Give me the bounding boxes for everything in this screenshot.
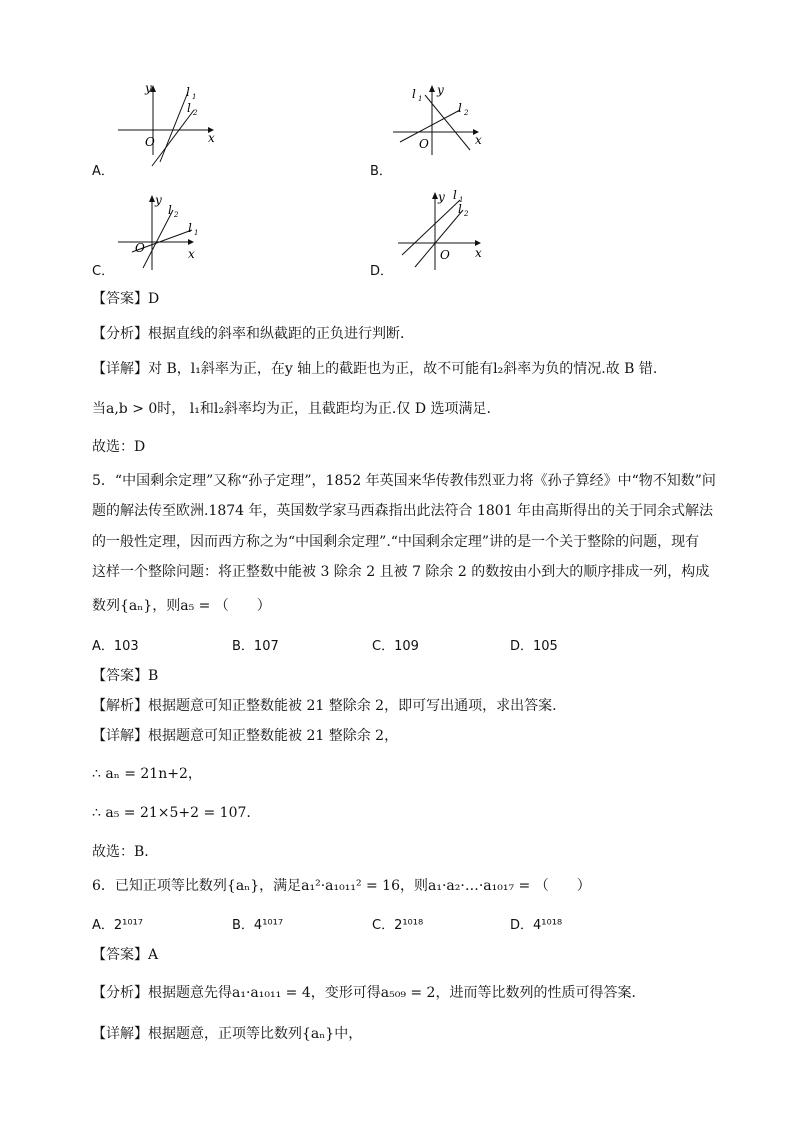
q5-stem-line5: 数列{aₙ}，则a₅ = （ ）	[92, 598, 271, 614]
q5-step1: ∴ aₙ = 21n+2，	[92, 766, 202, 782]
q4-analysis-row	[92, 325, 414, 343]
line2-sub: 2	[174, 211, 179, 219]
y-axis-label: y	[437, 83, 444, 97]
line1-sub: 1	[192, 93, 197, 101]
line2-sub: 2	[193, 109, 198, 117]
line1-label: l	[453, 188, 457, 202]
q5-analysis-row	[92, 697, 557, 715]
line1-label: l	[188, 221, 192, 235]
q5-stem-line1: 5．“中国剩余定理”又称“孙子定理”，1852 年英国来华传教伟烈亚力将《孙子算经》中“物不知数”问	[92, 473, 716, 489]
x-axis-label: x	[208, 131, 215, 145]
analysis-text: 根据题意可知正整数能被 21 整除余 2，即可写出通项，求出答案.	[148, 698, 557, 714]
line2-sub: 2	[464, 109, 469, 117]
detail-text: 根据题意，正项等比数列{aₙ}中，	[148, 1026, 363, 1042]
q4-detail-line2: 当a,b > 0时， l₁和l₂斜率均为正，且截距均为正.仅 D 选项满足.	[92, 401, 491, 417]
q5-choice: 故选：B.	[92, 844, 149, 860]
graph-d	[390, 185, 530, 280]
q5-step2: ∴ a₅ = 21×5+2 = 107.	[92, 805, 251, 821]
origin-label: O	[440, 248, 450, 262]
q5-stem-line2: 题的解法传至欧洲.1874 年，英国数学家马西森指出此法符合 1801 年由高斯得出的关于同余式解法	[92, 503, 714, 519]
q6-stem: 6．已知正项等比数列{aₙ}，满足a₁²·a₁₀₁₁² = 16，则a₁·a₂·…·a₁₀₁₇ = （ ）	[92, 878, 591, 894]
line2-sub: 2	[464, 210, 469, 218]
analysis-text: 根据题意先得a₁·a₁₀₁₁ = 4，变形可得a₅₀₉ = 2，进而等比数列的性质可得答案．	[148, 985, 646, 1001]
line1-label: l	[186, 85, 190, 99]
q6-option-b: B．4¹⁰¹⁷	[232, 918, 284, 933]
x-axis-label: x	[475, 133, 482, 147]
q6-answer-row	[92, 946, 158, 964]
answer-tag: 【答案】	[92, 668, 148, 684]
q6-analysis-row	[92, 984, 645, 1002]
q6-option-c: C．2¹⁰¹⁸	[372, 918, 424, 933]
origin-label: O	[419, 137, 429, 151]
detail-tag: 【详解】	[92, 728, 148, 744]
answer-tag: 【答案】	[92, 947, 148, 963]
option-b-label: B．	[370, 164, 392, 179]
q5-stem-line4: 这样一个整除问题：将正整数中能被 3 除余 2 且被 7 除余 2 的数按由小到大的顺序排成一列，构成	[92, 564, 710, 580]
answer-value: B	[148, 668, 159, 684]
q6-option-d: D．4¹⁰¹⁸	[510, 918, 563, 933]
q4-choice: 故选：D	[92, 439, 146, 455]
answer-value: A	[148, 947, 159, 963]
y-axis-label: y	[438, 190, 445, 204]
q5-option-a: A．103	[92, 639, 139, 654]
answer-value: D	[148, 291, 160, 307]
q5-stem-line3: 的一般性定理，因而西方称之为“中国剩余定理”.“中国剩余定理”讲的是一个关于整除的问题，现有	[92, 534, 700, 550]
detail-text: 对 B，l₁斜率为正，在y 轴上的截距也为正，故不可能有l₂斜率为负的情况.故 B 错.	[148, 361, 658, 377]
line2-label: l	[458, 101, 462, 115]
line1-label: l	[412, 87, 416, 101]
q5-option-d: D．105	[510, 639, 558, 654]
x-axis-label: x	[188, 247, 195, 261]
line2-label: l	[187, 101, 191, 115]
analysis-tag: 【分析】	[92, 326, 148, 342]
analysis-tag: 【分析】	[92, 985, 148, 1001]
origin-label: O	[135, 241, 145, 255]
q5-answer-row	[92, 667, 158, 685]
answer-tag: 【答案】	[92, 291, 148, 307]
graph-c	[110, 190, 250, 285]
line1-sub: 1	[459, 196, 464, 204]
option-a-label: A．	[92, 164, 114, 179]
q4-detail-row	[92, 360, 657, 378]
line1-sub: 1	[418, 95, 423, 103]
x-axis-label: x	[475, 246, 482, 260]
option-c-label: C．	[92, 264, 115, 279]
q5-option-c: C．109	[372, 639, 419, 654]
detail-text: 根据题意可知正整数能被 21 整除余 2，	[148, 728, 399, 744]
detail-tag: 【详解】	[92, 1026, 148, 1042]
graph-b	[385, 80, 525, 175]
detail-tag: 【详解】	[92, 361, 148, 377]
q6-option-a: A．2¹⁰¹⁷	[92, 918, 144, 933]
analysis-text: 根据直线的斜率和纵截距的正负进行判断．	[148, 326, 414, 342]
line1-sub: 1	[194, 229, 199, 237]
y-axis-label: y	[145, 81, 152, 95]
q4-answer-row	[92, 290, 159, 308]
y-axis-label: y	[155, 193, 162, 207]
q5-option-b: B．107	[232, 639, 279, 654]
q6-detail-row	[92, 1025, 362, 1043]
q5-detail-row	[92, 727, 398, 745]
origin-label: O	[145, 135, 155, 149]
analysis-tag: 【解析】	[92, 698, 148, 714]
line2-label: l	[458, 202, 462, 216]
line2-label: l	[168, 203, 172, 217]
option-d-label: D．	[370, 264, 394, 279]
